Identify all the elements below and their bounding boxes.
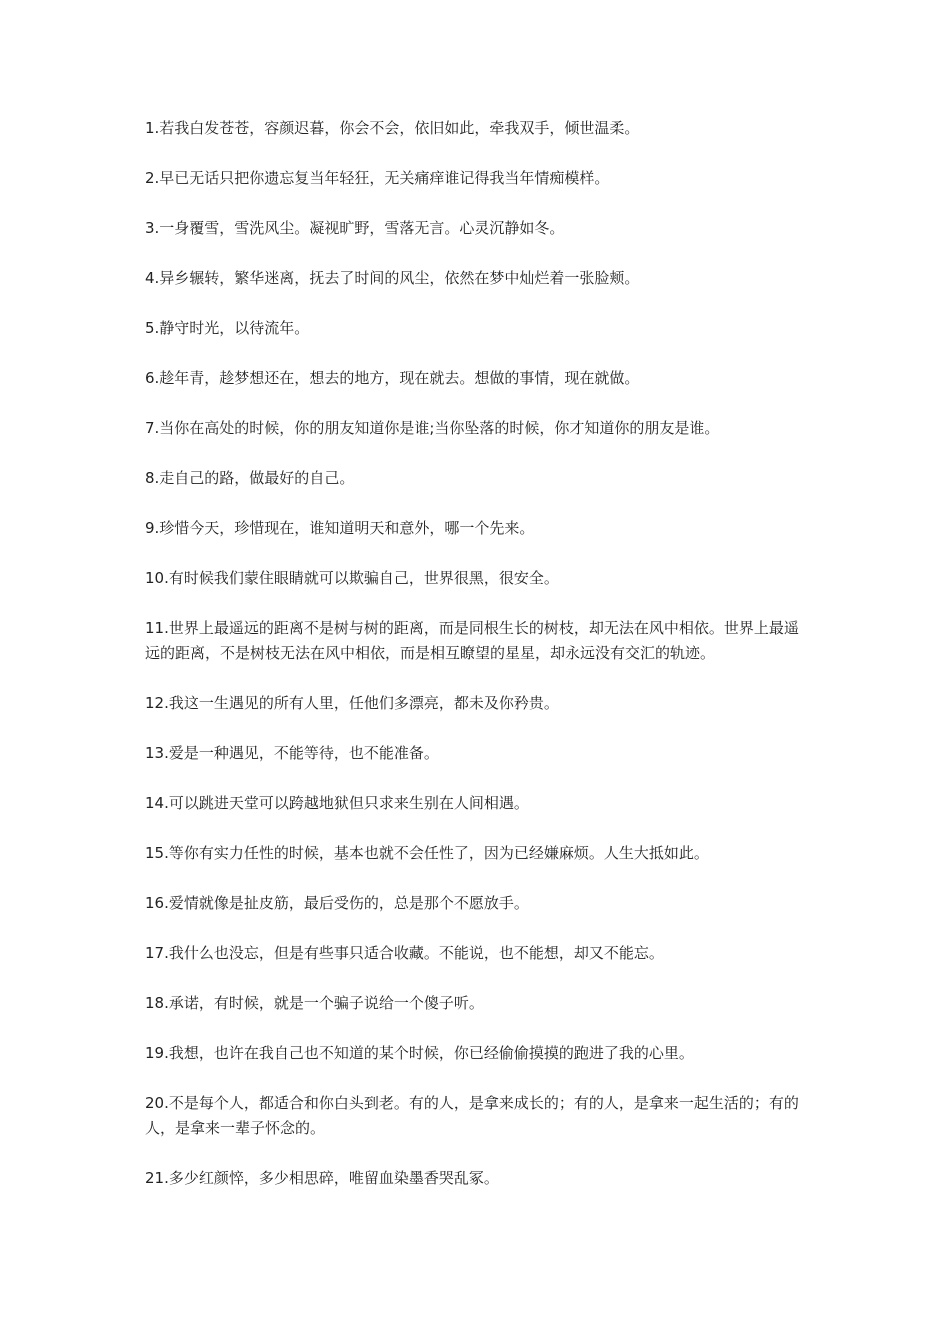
paragraph-9: 9.珍惜今天，珍惜现在，谁知道明天和意外，哪一个先来。 [145, 519, 535, 537]
paragraph-5: 5.静守时光，以待流年。 [145, 319, 310, 337]
paragraph-6: 6.趁年青，趁梦想还在，想去的地方，现在就去。想做的事情，现在就做。 [145, 369, 640, 387]
paragraph-1: 1.若我白发苍苍，容颜迟暮，你会不会，依旧如此，牵我双手，倾世温柔。 [145, 119, 640, 137]
document-body [145, 116, 809, 1216]
paragraph-15: 15.等你有实力任性的时候，基本也就不会任性了，因为已经嫌麻烦。人生大抵如此。 [145, 844, 709, 862]
paragraph-16: 16.爱情就像是扯皮筋，最后受伤的，总是那个不愿放手。 [145, 894, 529, 912]
paragraph-18: 18.承诺，有时候，就是一个骗子说给一个傻子听。 [145, 994, 484, 1012]
paragraph-8: 8.走自己的路，做最好的自己。 [145, 469, 355, 487]
paragraph-12: 12.我这一生遇见的所有人里，任他们多漂亮，都未及你矜贵。 [145, 694, 559, 712]
paragraph-13: 13.爱是一种遇见，不能等待，也不能准备。 [145, 744, 439, 762]
paragraph-2: 2.早已无话只把你遗忘复当年轻狂，无关痛痒谁记得我当年情痴模样。 [145, 169, 610, 187]
paragraph-3: 3.一身覆雪，雪洗风尘。凝视旷野，雪落无言。心灵沉静如冬。 [145, 219, 565, 237]
paragraph-4: 4.异乡辗转，繁华迷离，抚去了时间的风尘，依然在梦中灿烂着一张脸颊。 [145, 269, 640, 287]
paragraph-21: 21.多少红颜悴，多少相思碎，唯留血染墨香哭乱冢。 [145, 1169, 499, 1187]
paragraph-7: 7.当你在高处的时候，你的朋友知道你是谁;当你坠落的时候，你才知道你的朋友是谁。 [145, 419, 720, 437]
paragraph-14: 14.可以跳进天堂可以跨越地狱但只求来生别在人间相遇。 [145, 794, 529, 812]
paragraph-20: 20.不是每个人，都适合和你白头到老。有的人，是拿来成长的；有的人，是拿来一起生活的；有的人，是拿来一辈子怀念的。 [145, 1094, 799, 1137]
paragraph-10: 10.有时候我们蒙住眼睛就可以欺骗自己，世界很黑，很安全。 [145, 569, 559, 587]
paragraph-19: 19.我想，也许在我自己也不知道的某个时候，你已经偷偷摸摸的跑进了我的心里。 [145, 1044, 694, 1062]
paragraph-11: 11.世界上最遥远的距离不是树与树的距离，而是同根生长的树枝，却无法在风中相依。世界上最遥远的距离，不是树枝无法在风中相依，而是相互瞭望的星星，却永远没有交汇的轨迹。 [145, 619, 799, 662]
paragraph-17: 17.我什么也没忘，但是有些事只适合收藏。不能说，也不能想，却又不能忘。 [145, 944, 664, 962]
